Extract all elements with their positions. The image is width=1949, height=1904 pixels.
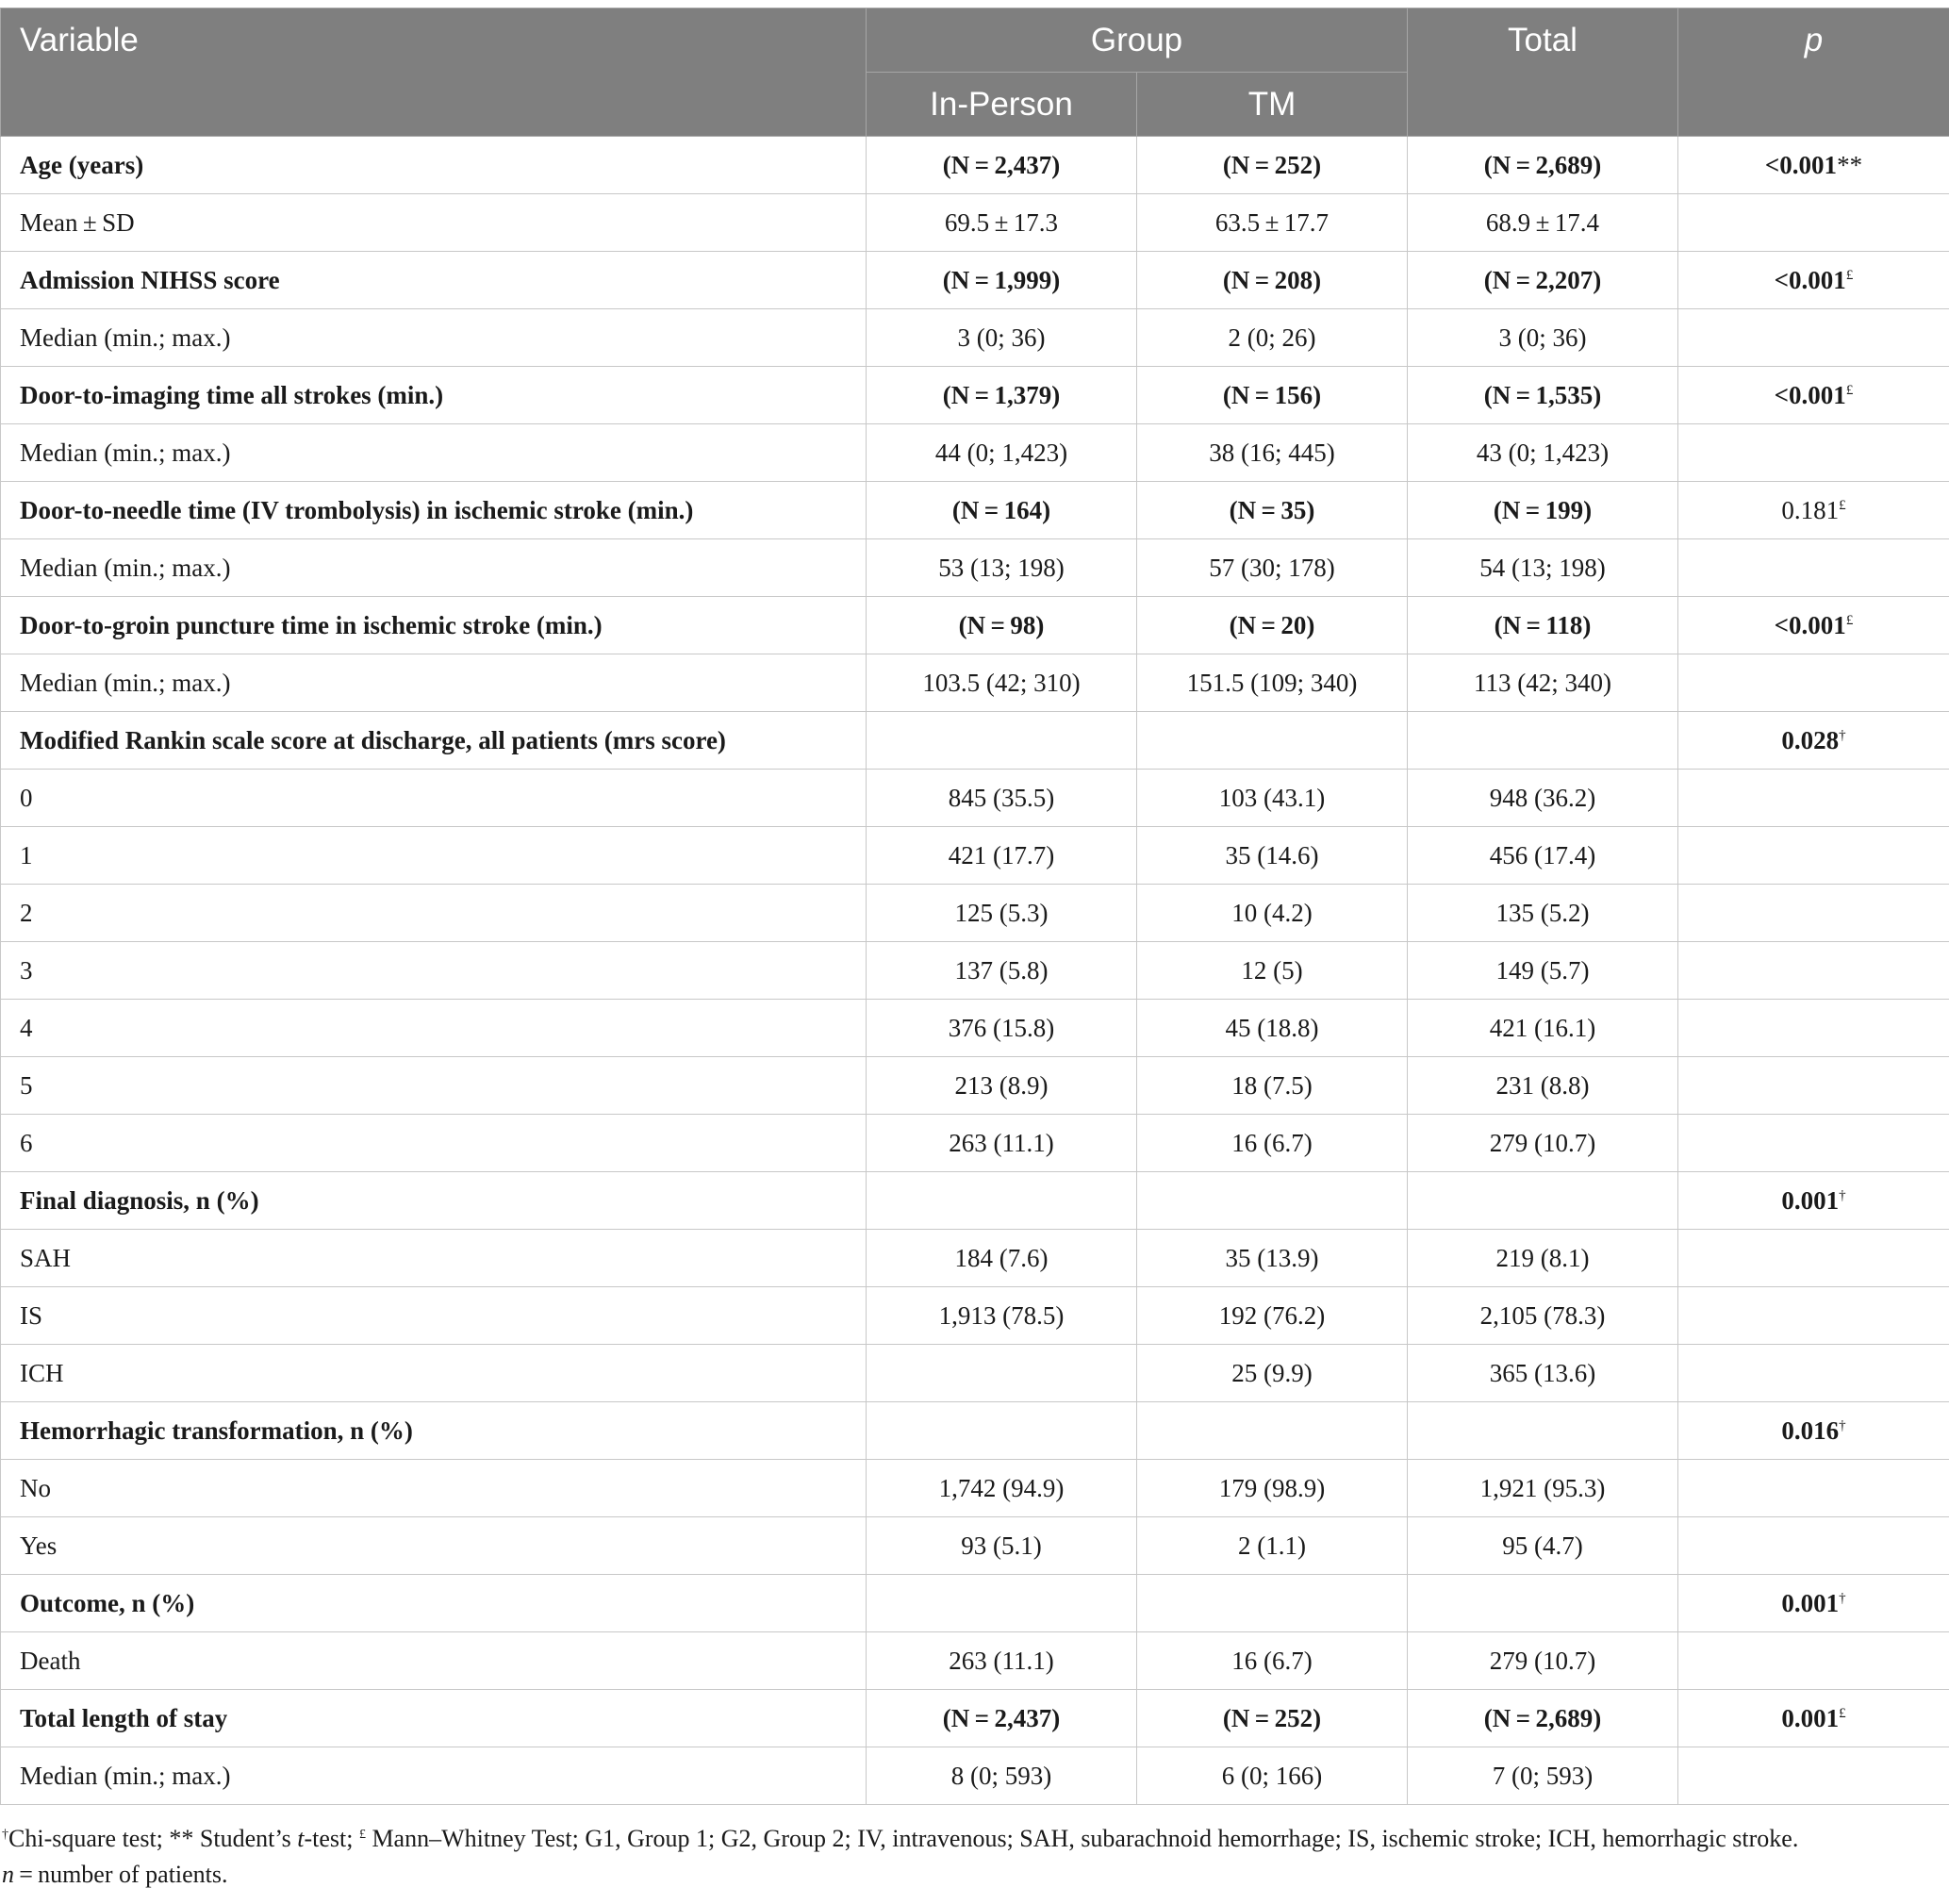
cell-in-person: 53 (13; 198) (867, 539, 1137, 597)
cell-variable: Median (min.; max.) (1, 1747, 867, 1805)
cell-tm: 2 (0; 26) (1137, 309, 1408, 367)
cell-p-value (1678, 137, 1949, 194)
cell-in-person (867, 1172, 1137, 1230)
cell-p-value (1678, 1057, 1949, 1115)
cell-variable: No (1, 1460, 867, 1517)
cell-p-value (1678, 1172, 1949, 1230)
cell-p-value (1678, 1460, 1949, 1517)
cell-variable: Death (1, 1632, 867, 1690)
cell-p-value (1678, 712, 1949, 770)
cell-tm: (N = 35) (1137, 482, 1408, 539)
cell-total: 279 (10.7) (1408, 1115, 1678, 1172)
cell-variable: SAH (1, 1230, 867, 1287)
cell-in-person: 376 (15.8) (867, 1000, 1137, 1057)
cell-p-value (1678, 1115, 1949, 1172)
cell-p-value (1678, 252, 1949, 309)
cell-total: 219 (8.1) (1408, 1230, 1678, 1287)
table-row (1, 1345, 1949, 1402)
cell-in-person: 263 (11.1) (867, 1632, 1137, 1690)
table-row (1, 654, 1949, 712)
footnote-line-1 (2, 1821, 1944, 1857)
table-container (0, 8, 1949, 1805)
p-value-text: <0.001 (1774, 610, 1846, 639)
cell-in-person: 137 (5.8) (867, 942, 1137, 1000)
cell-p-value (1678, 194, 1949, 252)
cell-tm: 179 (98.9) (1137, 1460, 1408, 1517)
cell-p-value (1678, 770, 1949, 827)
cell-total: 279 (10.7) (1408, 1632, 1678, 1690)
table-row (1, 1517, 1949, 1575)
cell-total: 43 (0; 1,423) (1408, 424, 1678, 482)
cell-total: 1,921 (95.3) (1408, 1460, 1678, 1517)
cell-tm: 63.5 ± 17.7 (1137, 194, 1408, 252)
table-row (1, 1000, 1949, 1057)
cell-variable: Outcome, n (%) (1, 1575, 867, 1632)
section-header-row (1, 1402, 1949, 1460)
cell-variable: 5 (1, 1057, 867, 1115)
cell-tm: (N = 252) (1137, 137, 1408, 194)
table-row (1, 827, 1949, 885)
table-row (1, 1057, 1949, 1115)
cell-total: (N = 2,207) (1408, 252, 1678, 309)
cell-total: (N = 2,689) (1408, 1690, 1678, 1747)
cell-variable: Door-to-needle time (IV trombolysis) in ischemic stroke (min.) (1, 482, 867, 539)
cell-in-person: 3 (0; 36) (867, 309, 1137, 367)
cell-tm: 12 (5) (1137, 942, 1408, 1000)
cell-p-value (1678, 539, 1949, 597)
table-row (1, 1230, 1949, 1287)
footnote-text-c: Mann–Whitney Test; G1, Group 1; G2, Group 2; IV, intravenous; SAH, subarachnoid hemorrhage; IS, ischemic stroke; ICH, hemorrhagic stroke. (365, 1825, 1799, 1852)
cell-variable: Admission NIHSS score (1, 252, 867, 309)
header-total: Total (1408, 8, 1678, 137)
cell-variable: Median (min.; max.) (1, 654, 867, 712)
cell-variable: 0 (1, 770, 867, 827)
cell-variable: 1 (1, 827, 867, 885)
table-row (1, 942, 1949, 1000)
cell-in-person: 44 (0; 1,423) (867, 424, 1137, 482)
cell-in-person (867, 1575, 1137, 1632)
section-header-row (1, 252, 1949, 309)
cell-p-value (1678, 1230, 1949, 1287)
cell-p-value (1678, 1345, 1949, 1402)
cell-p-value (1678, 1287, 1949, 1345)
p-value-text: <0.001 (1774, 380, 1846, 409)
table-row (1, 1632, 1949, 1690)
cell-total (1408, 1172, 1678, 1230)
cell-tm: 16 (6.7) (1137, 1632, 1408, 1690)
header-tm: TM (1137, 73, 1408, 137)
cell-total: 113 (42; 340) (1408, 654, 1678, 712)
cell-p-value (1678, 1000, 1949, 1057)
cell-tm: 18 (7.5) (1137, 1057, 1408, 1115)
p-value-text: 0.001 (1781, 1588, 1840, 1617)
cell-in-person (867, 1345, 1137, 1402)
cell-tm: 6 (0; 166) (1137, 1747, 1408, 1805)
footnote-t: t (297, 1825, 305, 1852)
cell-total: 421 (16.1) (1408, 1000, 1678, 1057)
cell-total: (N = 118) (1408, 597, 1678, 654)
cell-tm: 25 (9.9) (1137, 1345, 1408, 1402)
p-value-text: 0.028 (1781, 725, 1840, 754)
section-header-row (1, 482, 1949, 539)
cell-tm: (N = 252) (1137, 1690, 1408, 1747)
footnote-text-a: Chi-square test; ** Student’s (8, 1825, 298, 1852)
table-footnote (2, 1821, 1944, 1893)
p-value-mark: † (1839, 1590, 1846, 1606)
cell-p-value (1678, 367, 1949, 424)
section-header-row (1, 1575, 1949, 1632)
section-header-row (1, 137, 1949, 194)
cell-variable: Age (years) (1, 137, 867, 194)
cell-tm: 192 (76.2) (1137, 1287, 1408, 1345)
cell-p-value (1678, 827, 1949, 885)
cell-in-person (867, 1402, 1137, 1460)
cell-in-person: (N = 98) (867, 597, 1137, 654)
table-row (1, 1747, 1949, 1805)
results-table (0, 8, 1949, 1805)
table-row (1, 424, 1949, 482)
cell-p-value (1678, 1747, 1949, 1805)
cell-total (1408, 1575, 1678, 1632)
cell-in-person: 93 (5.1) (867, 1517, 1137, 1575)
cell-in-person: (N = 2,437) (867, 137, 1137, 194)
p-value-mark: ** (1837, 150, 1863, 179)
cell-total: (N = 1,535) (1408, 367, 1678, 424)
cell-total: 68.9 ± 17.4 (1408, 194, 1678, 252)
cell-p-value (1678, 1517, 1949, 1575)
cell-tm: 103 (43.1) (1137, 770, 1408, 827)
cell-p-value (1678, 1690, 1949, 1747)
cell-in-person: 103.5 (42; 310) (867, 654, 1137, 712)
cell-p-value (1678, 482, 1949, 539)
footnote-text-b: -test; (304, 1825, 359, 1852)
cell-tm: 10 (4.2) (1137, 885, 1408, 942)
cell-tm: 35 (14.6) (1137, 827, 1408, 885)
cell-total: 3 (0; 36) (1408, 309, 1678, 367)
p-value-mark: £ (1845, 612, 1854, 628)
table-row (1, 885, 1949, 942)
header-group: Group (867, 8, 1408, 73)
section-header-row (1, 1690, 1949, 1747)
footnote-text-n: = number of patients. (14, 1861, 228, 1888)
cell-variable: Mean ± SD (1, 194, 867, 252)
cell-in-person: 263 (11.1) (867, 1115, 1137, 1172)
p-value-text: 0.181 (1781, 495, 1840, 524)
cell-total: 95 (4.7) (1408, 1517, 1678, 1575)
section-header-row (1, 712, 1949, 770)
cell-variable: Door-to-imaging time all strokes (min.) (1, 367, 867, 424)
cell-p-value (1678, 309, 1949, 367)
cell-tm: 57 (30; 178) (1137, 539, 1408, 597)
table-row (1, 309, 1949, 367)
cell-in-person: 184 (7.6) (867, 1230, 1137, 1287)
cell-in-person: (N = 1,999) (867, 252, 1137, 309)
cell-in-person: (N = 164) (867, 482, 1137, 539)
cell-p-value (1678, 885, 1949, 942)
cell-total: 365 (13.6) (1408, 1345, 1678, 1402)
cell-tm (1137, 1575, 1408, 1632)
cell-variable: Modified Rankin scale score at discharge, all patients (mrs score) (1, 712, 867, 770)
cell-in-person (867, 712, 1137, 770)
cell-in-person: 213 (8.9) (867, 1057, 1137, 1115)
cell-tm: (N = 156) (1137, 367, 1408, 424)
cell-total: 54 (13; 198) (1408, 539, 1678, 597)
cell-p-value (1678, 597, 1949, 654)
table-row (1, 194, 1949, 252)
cell-total: 7 (0; 593) (1408, 1747, 1678, 1805)
cell-total (1408, 712, 1678, 770)
cell-total: 231 (8.8) (1408, 1057, 1678, 1115)
cell-in-person: 1,742 (94.9) (867, 1460, 1137, 1517)
p-value-text: 0.001 (1781, 1185, 1840, 1215)
cell-p-value (1678, 654, 1949, 712)
p-value-text: 0.001 (1781, 1703, 1840, 1732)
cell-variable: 3 (1, 942, 867, 1000)
cell-total (1408, 1402, 1678, 1460)
cell-tm: 151.5 (109; 340) (1137, 654, 1408, 712)
cell-total: 135 (5.2) (1408, 885, 1678, 942)
table-row (1, 1115, 1949, 1172)
cell-variable: Hemorrhagic transformation, n (%) (1, 1402, 867, 1460)
p-value-text: 0.016 (1781, 1416, 1840, 1445)
cell-total: 2,105 (78.3) (1408, 1287, 1678, 1345)
cell-total: (N = 2,689) (1408, 137, 1678, 194)
cell-tm: 45 (18.8) (1137, 1000, 1408, 1057)
cell-in-person: 421 (17.7) (867, 827, 1137, 885)
cell-variable: Median (min.; max.) (1, 539, 867, 597)
footnote-n: n (2, 1861, 14, 1888)
cell-variable: Median (min.; max.) (1, 424, 867, 482)
cell-variable: Final diagnosis, n (%) (1, 1172, 867, 1230)
header-in-person: In-Person (867, 73, 1137, 137)
table-row (1, 1287, 1949, 1345)
table-header (1, 8, 1949, 137)
cell-variable: ICH (1, 1345, 867, 1402)
cell-variable: Total length of stay (1, 1690, 867, 1747)
table-body (1, 137, 1949, 1805)
cell-p-value (1678, 942, 1949, 1000)
cell-tm (1137, 712, 1408, 770)
cell-in-person: (N = 2,437) (867, 1690, 1137, 1747)
cell-variable: Median (min.; max.) (1, 309, 867, 367)
p-value-mark: † (1839, 1417, 1846, 1433)
cell-in-person: 845 (35.5) (867, 770, 1137, 827)
cell-total: 948 (36.2) (1408, 770, 1678, 827)
cell-variable: 6 (1, 1115, 867, 1172)
cell-tm: 2 (1.1) (1137, 1517, 1408, 1575)
p-value-mark: £ (1839, 497, 1846, 513)
cell-tm: 35 (13.9) (1137, 1230, 1408, 1287)
cell-variable: 2 (1, 885, 867, 942)
cell-variable: IS (1, 1287, 867, 1345)
cell-tm: 16 (6.7) (1137, 1115, 1408, 1172)
table-row (1, 1460, 1949, 1517)
cell-in-person: 125 (5.3) (867, 885, 1137, 942)
table-row (1, 770, 1949, 827)
section-header-row (1, 597, 1949, 654)
header-variable: Variable (1, 8, 867, 137)
cell-tm: (N = 208) (1137, 252, 1408, 309)
p-value-text: <0.001 (1774, 265, 1846, 294)
cell-total: 149 (5.7) (1408, 942, 1678, 1000)
cell-p-value (1678, 1575, 1949, 1632)
cell-total: (N = 199) (1408, 482, 1678, 539)
cell-p-value (1678, 1402, 1949, 1460)
p-value-mark: £ (1839, 1705, 1846, 1721)
section-header-row (1, 367, 1949, 424)
cell-variable: Yes (1, 1517, 867, 1575)
cell-variable: 4 (1, 1000, 867, 1057)
p-value-mark: £ (1845, 267, 1854, 283)
cell-tm: 38 (16; 445) (1137, 424, 1408, 482)
p-value-mark: † (1839, 727, 1846, 743)
p-value-text: <0.001 (1764, 150, 1838, 179)
p-value-mark: † (1839, 1187, 1846, 1203)
cell-variable: Door-to-groin puncture time in ischemic stroke (min.) (1, 597, 867, 654)
footnote-mark-pound: £ (358, 1828, 366, 1842)
cell-tm (1137, 1172, 1408, 1230)
cell-tm: (N = 20) (1137, 597, 1408, 654)
cell-total: 456 (17.4) (1408, 827, 1678, 885)
cell-in-person: 8 (0; 593) (867, 1747, 1137, 1805)
header-row-1 (1, 8, 1949, 73)
footnote-mark-dagger: † (2, 1828, 8, 1842)
cell-p-value (1678, 1632, 1949, 1690)
cell-tm (1137, 1402, 1408, 1460)
cell-in-person: 69.5 ± 17.3 (867, 194, 1137, 252)
cell-in-person: 1,913 (78.5) (867, 1287, 1137, 1345)
footnote-line-2 (2, 1857, 1944, 1893)
cell-p-value (1678, 424, 1949, 482)
header-p: p (1678, 8, 1949, 137)
cell-in-person: (N = 1,379) (867, 367, 1137, 424)
table-row (1, 539, 1949, 597)
section-header-row (1, 1172, 1949, 1230)
p-value-mark: £ (1845, 382, 1854, 398)
